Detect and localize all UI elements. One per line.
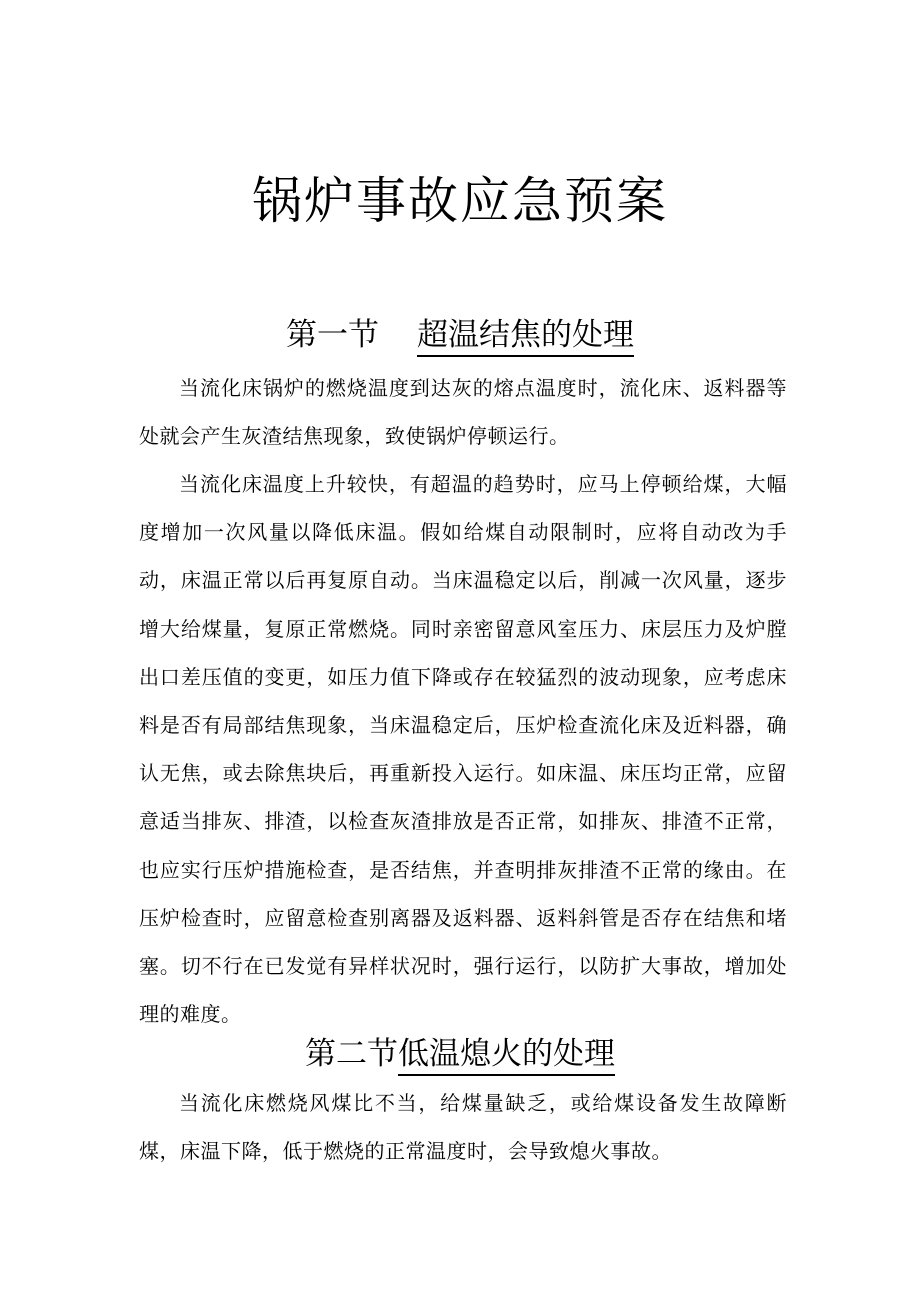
document-title: 锅炉事故应急预案 <box>252 172 668 230</box>
paragraph: 当流化床温度上升较快，有超温的趋势时，应马上停顿给煤，大幅度增加一次风量以降低床温。假如给煤自动限制时，应将自动改为手动，床温正常以后再复原自动。当床温稳定以后，削减一次风量，逐步增大给煤量，复原正常燃烧。同时亲密留意风室压力、床层压力及炉膛出口差压值的变更，如压力值下降或存在较猛烈的波动现象，应考虑床料是否有局部结焦现象，当床温稳定后，压炉检查流化床及近料器，确认无焦，或去除焦块后，再重新投入运行。如床温、床压均正常，应留意适当排灰、排渣，以检查灰渣排放是否正常，如排灰、排渣不正常，也应实行压炉措施检查，是否结焦，并查明排灰排渣不正常的缘由。在压炉检查时，应留意检查别离器及返料器、返料斜管是否存在结焦和堵塞。切不行在已发觉有异样状况时，强行运行，以防扩大事故，增加处理的难度。 <box>139 472 787 1027</box>
section-number: 第二节 <box>305 1036 398 1072</box>
section-heading-2 <box>0 1032 920 1076</box>
section-heading-1 <box>0 313 920 357</box>
paragraph: 当流化床燃烧风煤比不当，给煤量缺乏，或给煤设备发生故障断煤，床温下降，低于燃烧的正常温度时，会导致熄火事故。 <box>139 1091 787 1164</box>
paragraph: 当流化床锅炉的燃烧温度到达灰的熔点温度时，流化床、返料器等处就会产生灰渣结焦现象，致使锅炉停顿运行。 <box>139 376 787 449</box>
section-title: 超温结焦的处理 <box>417 315 634 357</box>
section-title: 低温熄火的处理 <box>398 1034 615 1076</box>
section-number: 第一节 <box>286 317 379 353</box>
